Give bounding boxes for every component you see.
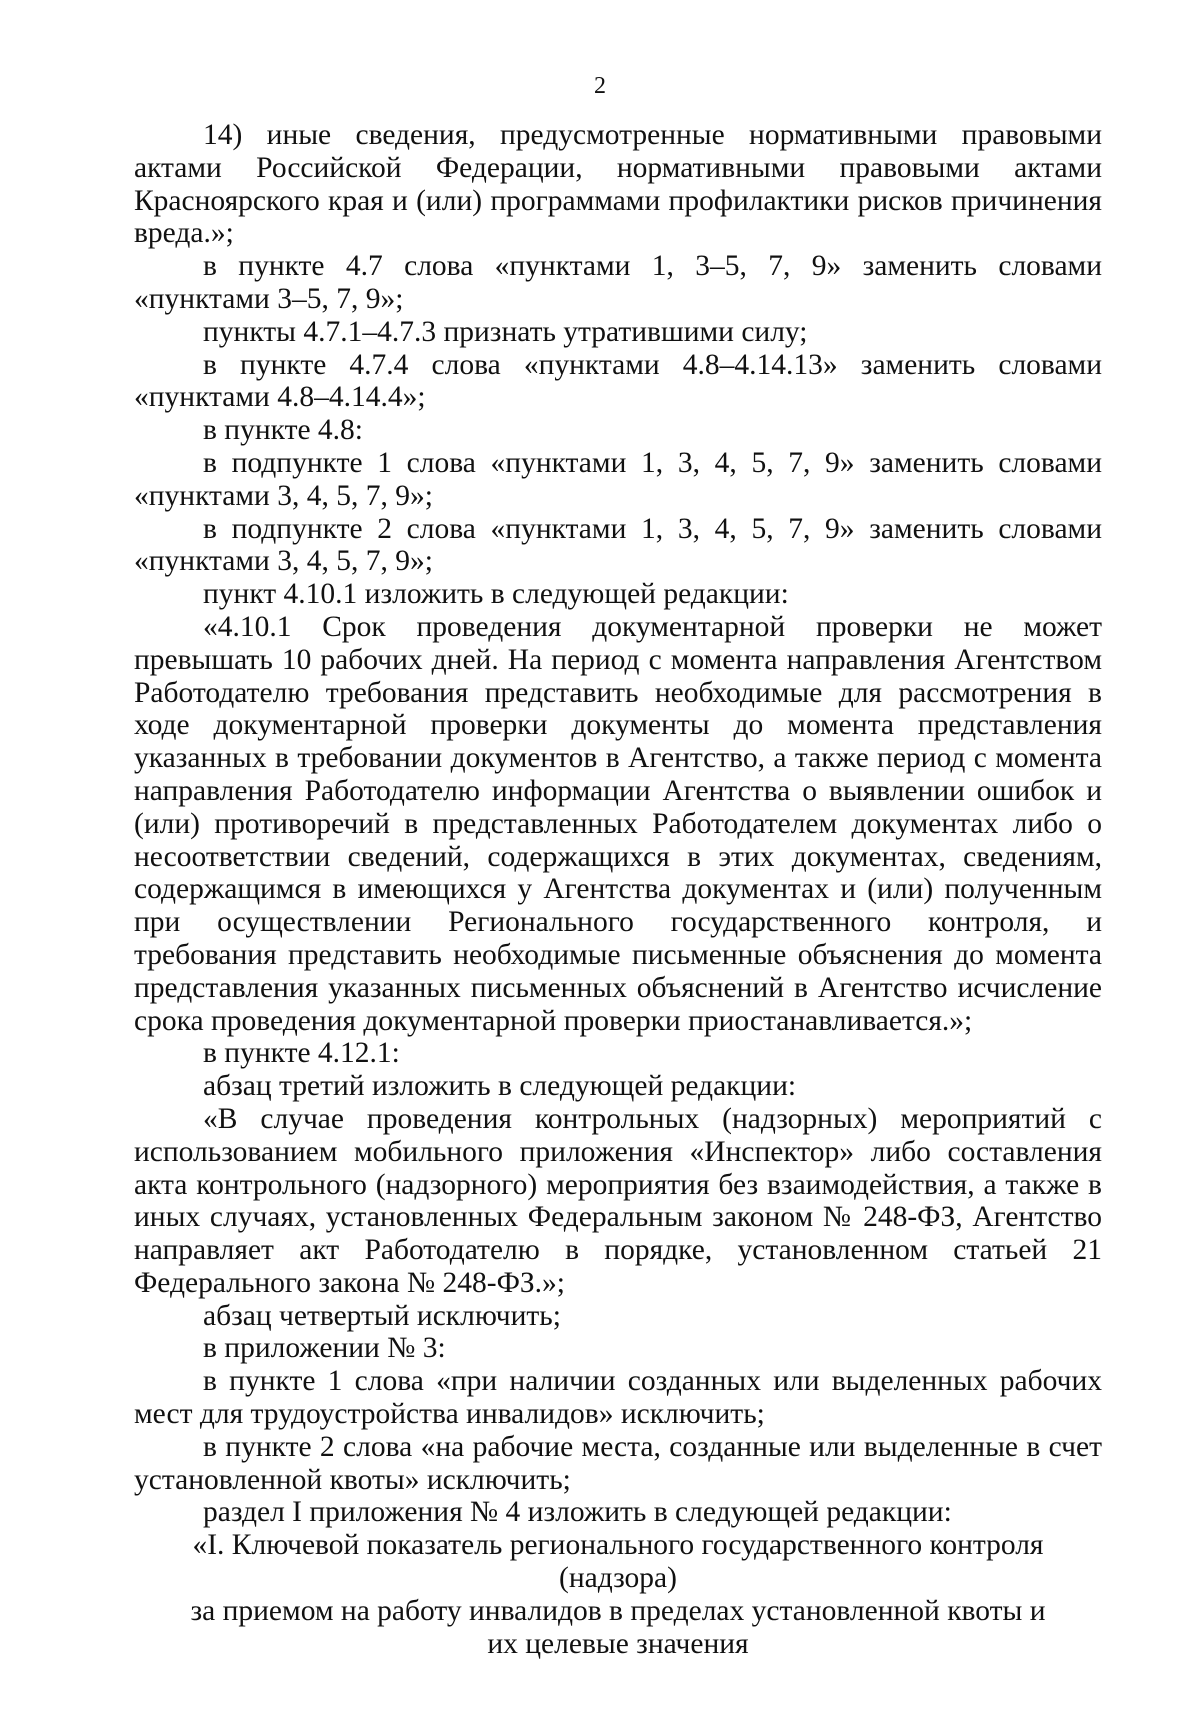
paragraph-appendix-3-point-1: в пункте 1 слова «при наличии созданных или выделенных рабочих мест для трудоустройства инвалидов» исключить;: [134, 1365, 1102, 1431]
paragraph-point-4-7-4: в пункте 4.7.4 слова «пунктами 4.8–4.14.13» заменить словами «пунктами 4.8–4.14.4»;: [134, 348, 1102, 414]
paragraph-subpoint-2: в подпункте 2 слова «пунктами 1, 3, 4, 5, 7, 9» заменить словами «пунктами 3, 4, 5, 7, 9»;: [134, 512, 1102, 578]
paragraph-point-4-8: в пункте 4.8:: [203, 414, 364, 447]
paragraph-appendix-3-point-2: в пункте 2 слова «на рабочие места, созданные или выделенные в счет установленной квоты» исключить;: [134, 1430, 1102, 1496]
section-title-line-2: за приемом на работу инвалидов в пределах установленной квоты и: [190, 1594, 1046, 1627]
paragraph-subpoint-1: в подпункте 1 слова «пунктами 1, 3, 4, 5, 7, 9» заменить словами «пунктами 3, 4, 5, 7, 9»;: [134, 446, 1102, 512]
paragraph-fourth-abzac: абзац четвертый исключить;: [203, 1299, 561, 1332]
section-title-line-3: их целевые значения: [487, 1627, 749, 1660]
paragraph-third-abzac-intro: абзац третий изложить в следующей редакции:: [203, 1070, 797, 1103]
page-number: 2: [594, 73, 606, 99]
document-body: [134, 119, 1102, 1660]
paragraph-appendix-3: в приложении № 3:: [203, 1332, 446, 1365]
paragraph-third-abzac-text: «В случае проведения контрольных (надзорных) мероприятий с использованием мобильного приложения «Инспектор» либо составления акта контрольного (надзорного) мероприятия без взаимодействия, а также в иных случаях, установленных Федеральным законом № 248-ФЗ, Агентство направляет акт Работодателю в порядке, установленном статьей 21 Федерального закона № 248-ФЗ.»;: [134, 1102, 1102, 1299]
paragraph-point-4-12-1: в пункте 4.12.1:: [203, 1037, 400, 1070]
paragraph-appendix-4-section: раздел I приложения № 4 изложить в следующей редакции:: [203, 1496, 952, 1529]
paragraph-points-4-7-1-3: пункты 4.7.1–4.7.3 признать утратившими силу;: [203, 315, 808, 348]
paragraph-item-14: 14) иные сведения, предусмотренные нормативными правовыми актами Российской Федерации, нормативными правовыми актами Красноярского края и (или) программами профилактики рисков причинения вреда.»;: [134, 119, 1102, 250]
paragraph-point-4-10-1-text: «4.10.1 Срок проведения документарной проверки не может превышать 10 рабочих дней. На период с момента направления Агентством Работодателю требования представить необходимые для рассмотрения в ходе документарной проверки документы до момента представления указанных в требовании документов в Агентство, а также период с момента направления Работодателю информации Агентства о выявлении ошибок и (или) противоречий в представленных Работодателем документах либо о несоответствии сведений, содержащихся в этих документах, сведениям, содержащимся в имеющихся у Агентства документах и (или) полученным при осуществлении Регионального государственного контроля, и требования представить необходимые письменные объяснения до момента представления указанных письменных объяснений в Агентство исчисление срока проведения документарной проверки приостанавливается.»;: [134, 610, 1102, 1037]
section-title-line-1: «I. Ключевой показатель регионального государственного контроля (надзора): [192, 1529, 1044, 1595]
paragraph-point-4-10-1-intro: пункт 4.10.1 изложить в следующей редакции:: [203, 578, 789, 611]
paragraph-point-4-7: в пункте 4.7 слова «пунктами 1, 3–5, 7, 9» заменить словами «пунктами 3–5, 7, 9»;: [134, 250, 1102, 315]
section-title: [134, 1529, 1102, 1660]
